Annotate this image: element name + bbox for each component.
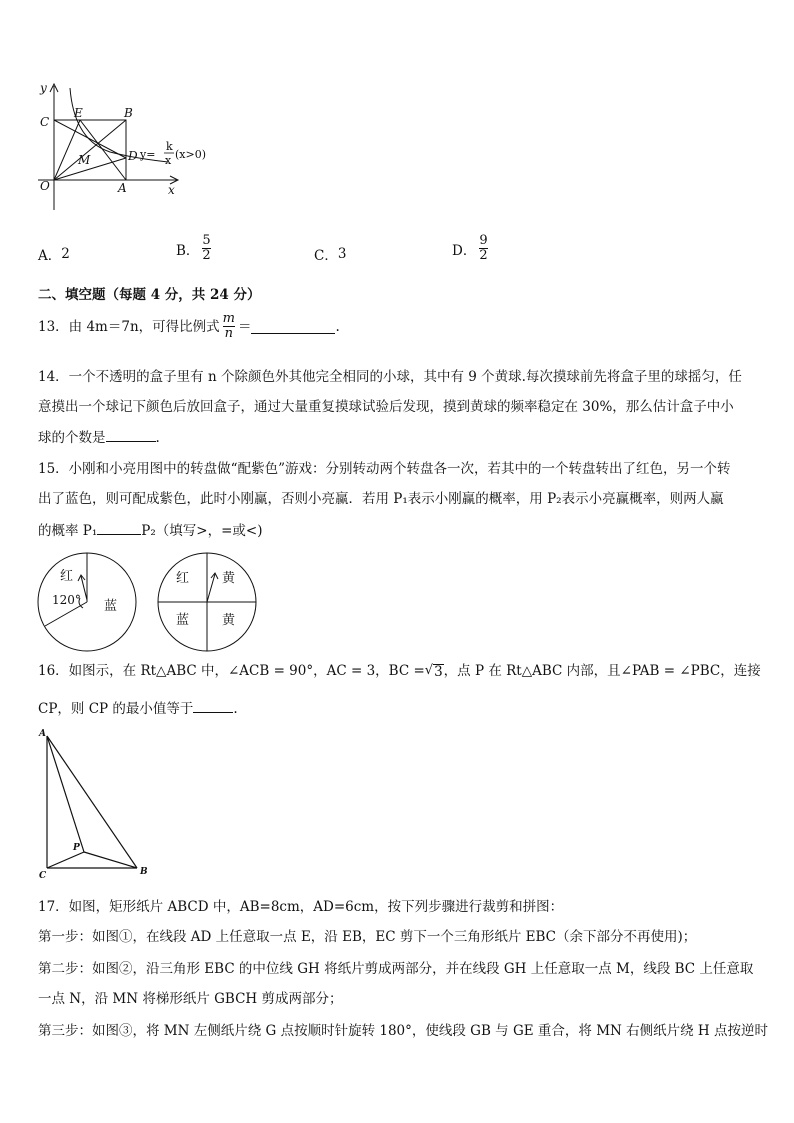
question-14-line-2: 意摸出一个球记下颜色后放回盒子，通过大量重复摸球试验后发现，摸到黄球的频率稳定在 30%，那么估计盒子中小	[38, 399, 734, 415]
segment-EA	[80, 120, 126, 180]
function-prefix: y=	[140, 148, 156, 161]
question-17-line-1: 17．如图，矩形纸片 ABCD 中，AB=8cm，AD=6cm，按下列步骤进行裁剪和拼图：	[38, 899, 564, 915]
function-k: k	[166, 140, 173, 153]
spinner-figures	[36, 552, 266, 656]
label-y: y	[40, 81, 47, 95]
label-tri-C: C	[39, 871, 47, 881]
label-x: x	[168, 183, 175, 197]
label-tri-B: B	[140, 867, 148, 877]
segment-AB	[47, 736, 137, 868]
question-14-line-1: 14．一个不透明的盒子里有 n 个除颜色外其他完全相同的小球，其中有 9 个黄球.每次摸球前先将盒子里的球摇匀，任	[38, 369, 742, 385]
label-C: C	[40, 115, 50, 129]
spinner-2-pointer	[207, 574, 215, 602]
answer-blank-14[interactable]	[106, 428, 156, 442]
question-17-line-2: 第一步：如图①，在线段 AD 上任意取一点 E，沿 EB，EC 剪下一个三角形纸片 EBC（余下部分不再使用)；	[38, 929, 697, 945]
segment-OB	[54, 120, 126, 180]
function-x: x	[165, 154, 172, 167]
spinner-1-angle: 120°	[52, 593, 81, 607]
spinner-1-red: 红	[60, 569, 74, 584]
label-B: B	[124, 106, 133, 120]
spinner-2-blue: 蓝	[176, 613, 190, 628]
question-16-line-2: CP，则 CP 的最小值等于 .	[38, 701, 238, 717]
fraction-5-2: $\frac{5}{2}$	[202, 233, 211, 263]
answer-blank-16[interactable]	[193, 699, 233, 713]
section-heading: 二、填空题（每题 4 分，共 24 分）	[38, 287, 261, 303]
option-c: C． 3	[314, 246, 347, 264]
fraction-9-2: $\frac{9}{2}$	[479, 233, 488, 263]
figure-hyperbola-rectangle	[28, 80, 228, 215]
segment-PB	[84, 852, 137, 868]
question-13: 13．由 4m＝7n，可得比例式 $\frac{m}{n}$ ＝ .	[38, 311, 340, 341]
spinner-2-red: 红	[176, 571, 190, 586]
label-D: D	[128, 149, 138, 163]
label-E: E	[74, 106, 83, 120]
segment-PC	[47, 852, 84, 868]
question-17-line-5: 第三步：如图③，将 MN 左侧纸片绕 G 点按顺时针旋转 180°，使线段 GB 与 GE 重合，将 MN 右侧纸片绕 H 点按逆时	[38, 1023, 768, 1039]
answer-blank-15[interactable]	[97, 521, 141, 535]
label-O: O	[40, 179, 50, 193]
question-16-line-1: 16．如图示，在 Rt△ABC 中，∠ACB = 90°，AC = 3，BC = √ 3 ，点 P 在 Rt△ABC 内部，且∠PAB = ∠PBC，连接	[38, 663, 761, 680]
question-17-line-3: 第二步：如图②，沿三角形 EBC 的中位线 GH 将纸片剪成两部分，并在线段 GH 上任意取一点 M，线段 BC 上任意取	[38, 961, 754, 977]
question-15-line-3: 的概率 P₁ P₂（填写>，=或<)	[38, 523, 263, 539]
figure-right-triangle	[36, 726, 156, 882]
spinner-1-blue: 蓝	[104, 599, 118, 614]
option-b: B． $\frac{5}{2}$	[176, 233, 211, 263]
spinner-2-yellow-bottom: 黄	[222, 613, 236, 628]
question-14-line-3: 球的个数是 .	[38, 430, 160, 446]
question-15-line-1: 15．小刚和小亮用图中的转盘做“配紫色”游戏：分别转动两个转盘各一次，若其中的一个转盘转出了红色，另一个转	[38, 461, 731, 477]
sqrt-symbol: √	[424, 663, 434, 678]
segment-PA	[47, 736, 84, 852]
option-d: D． $\frac{9}{2}$	[452, 233, 488, 263]
segment-OE	[54, 120, 80, 180]
label-M: M	[78, 153, 91, 167]
answer-blank-13[interactable]	[251, 319, 335, 334]
spinner-1-pointer	[81, 576, 87, 600]
label-tri-P: P	[73, 843, 80, 853]
question-15-line-2: 出了蓝色，则可配成紫色，此时小刚赢，否则小亮赢．若用 P₁表示小刚赢的概率，用 P₂表示小亮赢概率，则两人赢	[38, 491, 724, 507]
option-a: A． 2	[38, 246, 70, 264]
fraction-m-n: $\frac{m}{n}$	[222, 311, 235, 341]
label-tri-A: A	[39, 729, 46, 739]
label-A: A	[118, 181, 127, 195]
function-condition: (x>0)	[175, 148, 207, 161]
question-17-line-4: 一点 N，沿 MN 将梯形纸片 GBCH 剪成两部分；	[38, 991, 343, 1007]
spinner-2-yellow-top: 黄	[222, 571, 236, 586]
